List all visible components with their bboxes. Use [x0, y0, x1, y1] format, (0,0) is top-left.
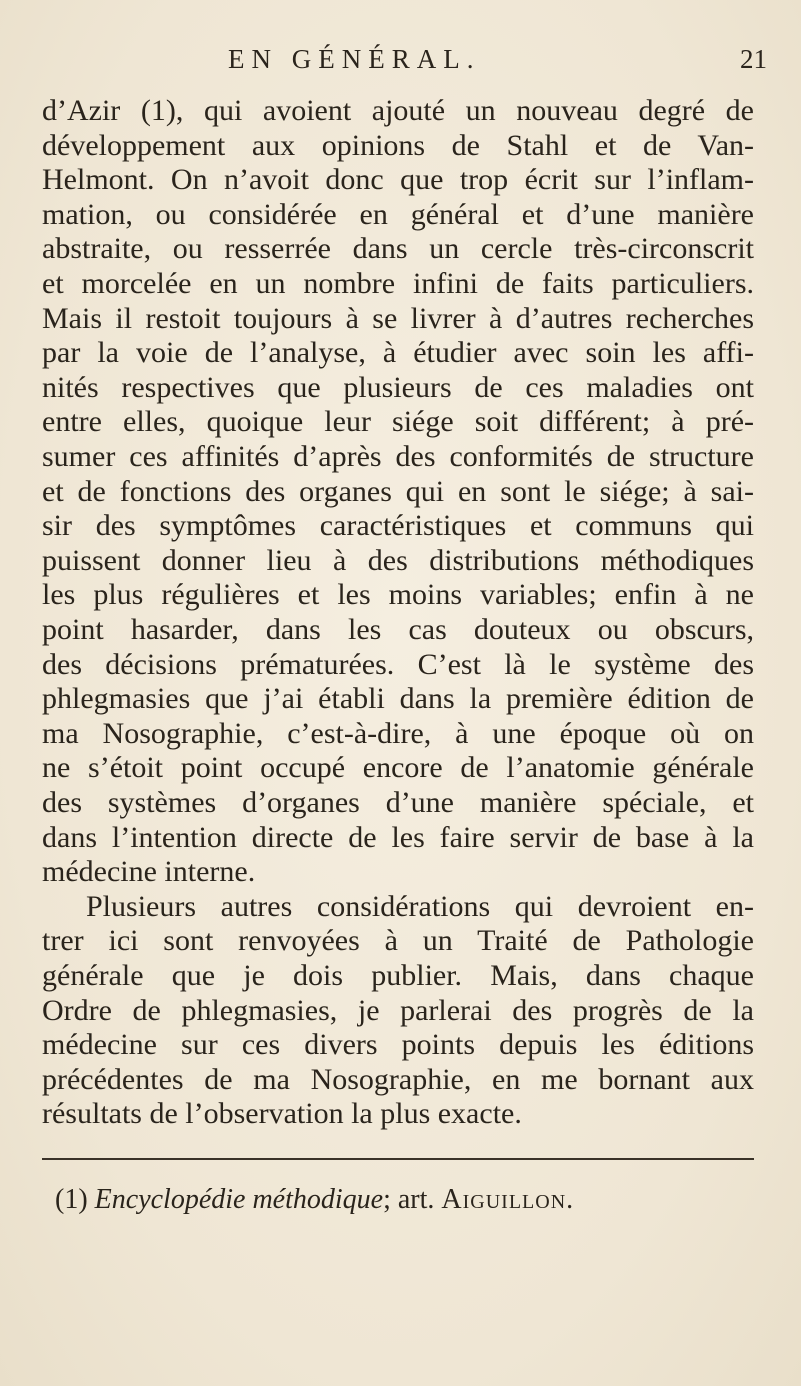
text-line: point hasarder, dans les cas douteux ou obscurs,: [42, 613, 754, 646]
running-title: EN GÉNÉRAL.: [228, 44, 481, 74]
text-line: et morcelée en un nombre infini de faits particuliers.: [42, 267, 754, 300]
text-line: ne s’étoit point occupé encore de l’anatomie générale: [42, 751, 754, 785]
text-line: mation, ou considérée en général et d’une manière: [42, 197, 754, 231]
footnote-author: Aiguillon.: [441, 1184, 575, 1215]
text-line: ma Nosographie, c’est-à-dire, à une époque où on: [42, 716, 754, 750]
text-line: et de fonctions des organes qui en sont le siége; à sai-: [42, 474, 754, 508]
footnote-rule: [42, 1158, 754, 1160]
text-line: abstraite, ou resserrée dans un cercle très-circonscrit: [42, 232, 754, 266]
text-line: les plus régulières et les moins variables; enfin à ne: [42, 578, 754, 612]
text-line: des décisions prématurées. C’est là le système des: [42, 647, 754, 681]
text-line: puissent donner lieu à des distributions méthodiques: [42, 543, 754, 577]
running-head: [0, 44, 801, 84]
text-line: nités respectives que plusieurs de ces maladies ont: [42, 370, 754, 404]
text-line: entre elles, quoique leur siége soit différent; à pré-: [42, 405, 754, 439]
text-line: sir des symptômes caractéristiques et communs qui: [42, 509, 754, 543]
footnote-title: Encyclopédie méthodique: [94, 1184, 384, 1215]
text-line: des systèmes d’organes d’une manière spéciale, et: [42, 786, 754, 819]
text-line: développement aux opinions de Stahl et de Van-: [42, 128, 754, 162]
text-line: médecine sur ces divers points depuis les éditions: [42, 1028, 754, 1062]
footnote-middle: ; art.: [383, 1184, 435, 1215]
text-line: d’Azir (1), qui avoient ajouté un nouveau degré de: [42, 94, 754, 127]
text-line: dans l’intention directe de les faire servir de base à la: [42, 820, 754, 854]
text-line: Plusieurs autres considérations qui devroient en-: [86, 889, 754, 923]
text-line: médecine interne.: [42, 855, 256, 889]
text-line: trer ici sont renvoyées à un Traité de Pathologie: [42, 924, 754, 958]
footnote: [55, 1180, 745, 1220]
text-line: phlegmasies que j’ai établi dans la première édition de: [42, 682, 754, 716]
footnote-marker: (1): [55, 1184, 88, 1215]
text-line: Ordre de phlegmasies, je parlerai des progrès de la: [42, 993, 754, 1027]
text-line: sumer ces affinités d’après des conformités de structure: [42, 440, 754, 473]
text-line: par la voie de l’analyse, à étudier avec soin les affi-: [42, 336, 754, 370]
text-line: précédentes de ma Nosographie, en me bornant aux: [42, 1062, 754, 1096]
text-line: générale que je dois publier. Mais, dans chaque: [42, 959, 754, 992]
page-number: 21: [740, 44, 767, 74]
text-line: Mais il restoit toujours à se livrer à d’autres recherches: [42, 301, 754, 335]
text-line: résultats de l’observation la plus exacte.: [42, 1097, 522, 1131]
text-line: Helmont. On n’avoit donc que trop écrit sur l’inflam-: [42, 163, 754, 197]
